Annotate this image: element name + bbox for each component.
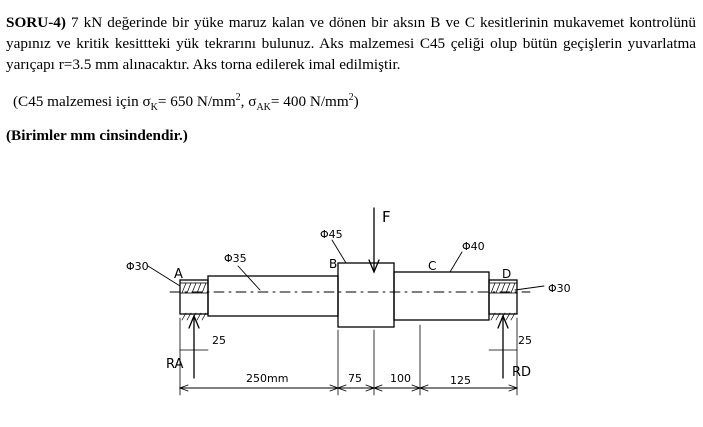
shaft-seg-phi30-right xyxy=(489,280,517,314)
dim-250: 250mm xyxy=(246,372,289,385)
label-phi30-right: Φ30 xyxy=(548,282,571,295)
shaft-diagram xyxy=(110,200,600,420)
problem-body: 7 kN değerinde bir yüke maruz kalan ve dönen bir aksın B ve C kesitlerinin mukavemet kontrolünü yapınız ve kritik kesittteki yük tekrarını bulunuz. Aks malzemesi C45 çeliği olup bütün geçişlerin yuvarlatma yarıçapı r=3.5 mm alınacaktır. Aks torna edilerek imal edilmiştir. xyxy=(6,14,696,73)
dim-100: 100 xyxy=(390,372,411,385)
label-phi45: Φ45 xyxy=(320,228,343,241)
label-point-a: A xyxy=(174,267,183,282)
shaft-seg-phi45 xyxy=(338,263,394,327)
dim-125: 125 xyxy=(450,374,471,387)
shaft-seg-phi40 xyxy=(394,272,489,320)
dim-75: 75 xyxy=(348,372,362,385)
problem-label: SORU-4) xyxy=(6,14,66,31)
units-note: (Birimler mm cinsindendir.) xyxy=(6,127,188,144)
label-phi35: Φ35 xyxy=(224,252,247,265)
label-reaction-a: RA xyxy=(166,357,184,372)
dim-25-right: 25 xyxy=(518,334,532,347)
label-point-c: C xyxy=(428,259,437,273)
problem-statement xyxy=(6,12,696,75)
shaft-seg-phi35 xyxy=(208,276,338,316)
label-phi40: Φ40 xyxy=(462,240,485,253)
label-reaction-d: RD xyxy=(512,365,532,380)
dim-25-left: 25 xyxy=(212,334,226,347)
label-force: F xyxy=(382,208,391,226)
material-properties: (C45 malzemesi için $\sigma_K= 650$ $N/mm^2$, $\sigma_{AK}= 400$ $N/mm^2$) xyxy=(13,91,359,114)
label-point-b: B xyxy=(329,257,338,271)
label-phi30-left: Φ30 xyxy=(126,260,149,273)
shaft-seg-phi30-left xyxy=(180,280,208,314)
label-point-d: D xyxy=(502,267,512,281)
